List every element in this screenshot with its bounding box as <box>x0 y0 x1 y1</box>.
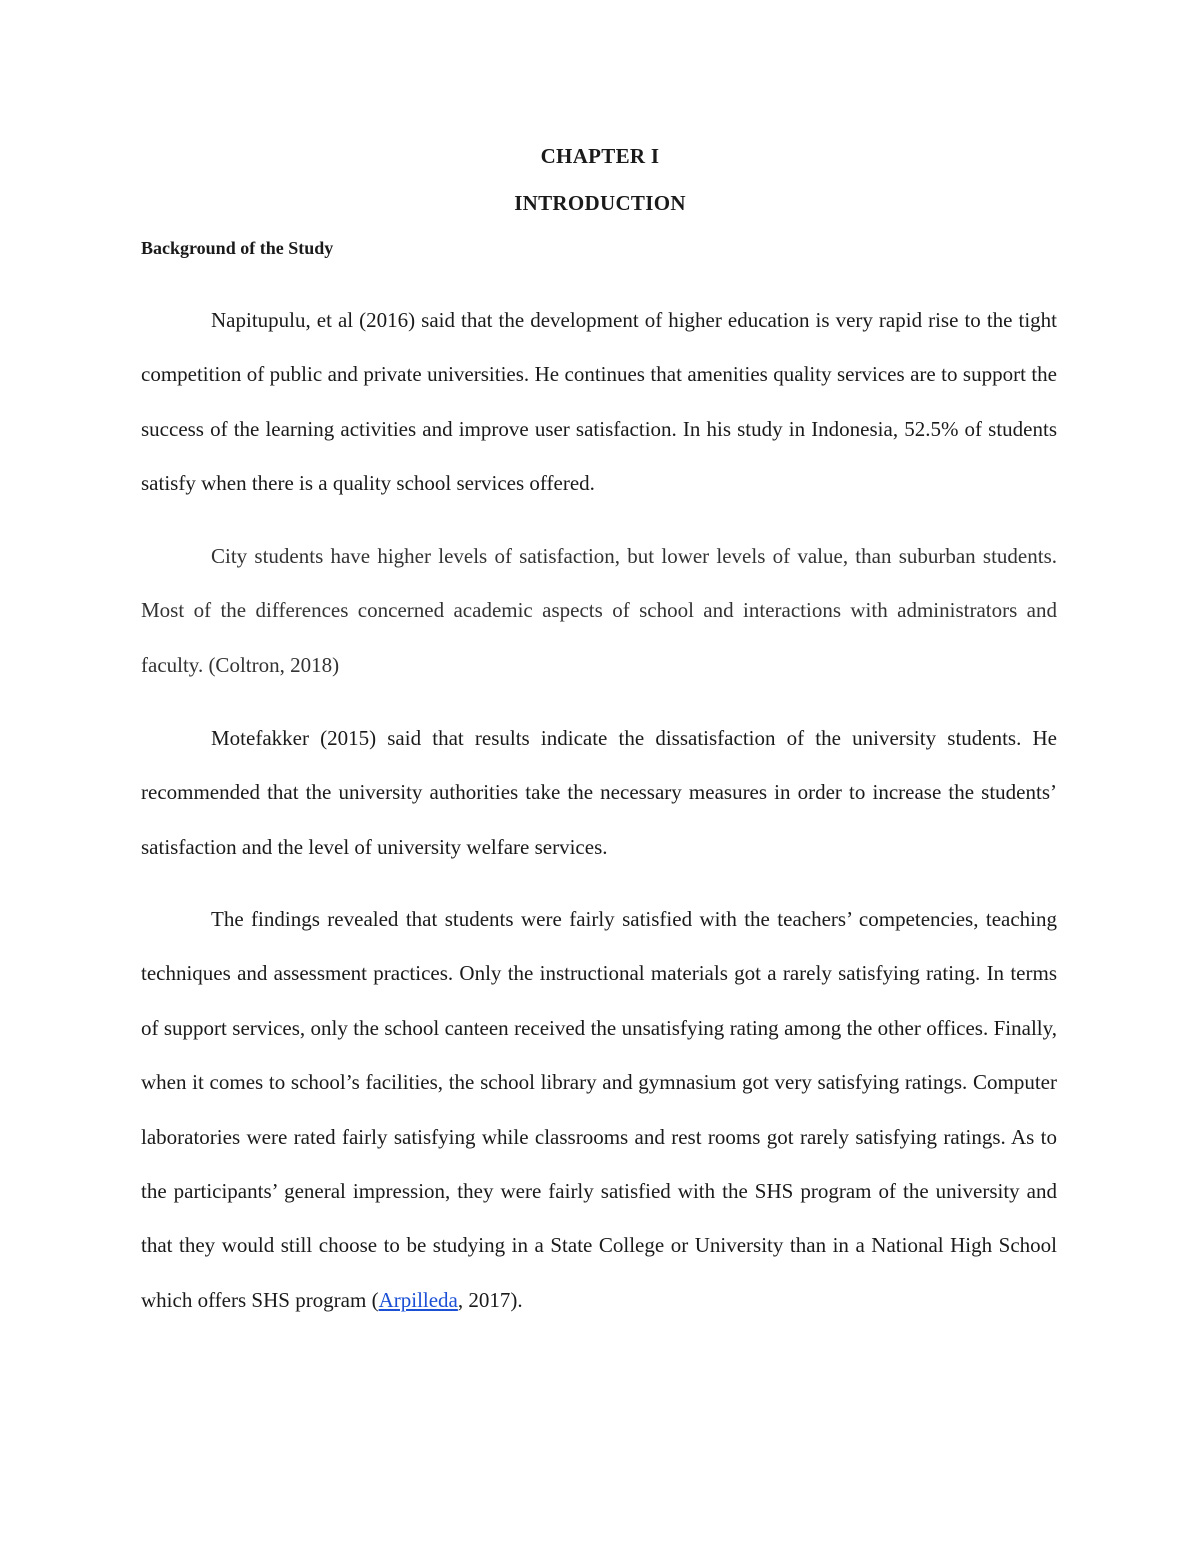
paragraph-napitupulu: Napitupulu, et al (2016) said that the development of higher education is very rapid rise to the tight competition of public and private universities. He continues that amenities quality services are to support the success of the learning activities and improve user satisfaction. In his study in Indonesia, 52.5% of students satisfy when there is a quality school services offered. <box>141 308 1057 496</box>
section-heading: Background of the Study <box>141 238 334 258</box>
chapter-title: INTRODUCTION <box>514 191 686 215</box>
paragraph-text-end: , 2017). <box>457 1287 523 1312</box>
citation-link-arpilleda[interactable]: Arpilleda <box>378 1287 458 1312</box>
paragraph-text: The findings revealed that students were fairly satisfied with the teachers’ competencies, teaching techniques and assessment practices. Only the instructional materials got a rarely satisfying rating. In terms of support services, only the school canteen received the unsatisfying rating among the other offices. Finally, when it comes to school’s facilities, the school library and gymnasium got very satisfying ratings. Computer laboratories were rated fairly satisfying while classrooms and rest rooms got rarely satisfying ratings. As to the participants’ general impression, they were fairly satisfied with the SHS program of the university and that they would still choose to be studying in a State College or University than in a National High School which offers SHS program ( <box>141 907 1057 1312</box>
paragraph-arpilleda <box>141 892 1057 1327</box>
paragraph-motefakker: Motefakker (2015) said that results indicate the dissatisfaction of the university students. He recommended that the university authorities take the necessary measures in order to increase the students’ satisfaction and the level of university welfare services. <box>141 726 1057 859</box>
paragraph-coltron: City students have higher levels of satisfaction, but lower levels of value, than suburban students. Most of the differences concerned academic aspects of school and interactions with administrators and faculty. (Coltron, 2018) <box>141 544 1057 677</box>
chapter-number: CHAPTER I <box>540 144 660 168</box>
